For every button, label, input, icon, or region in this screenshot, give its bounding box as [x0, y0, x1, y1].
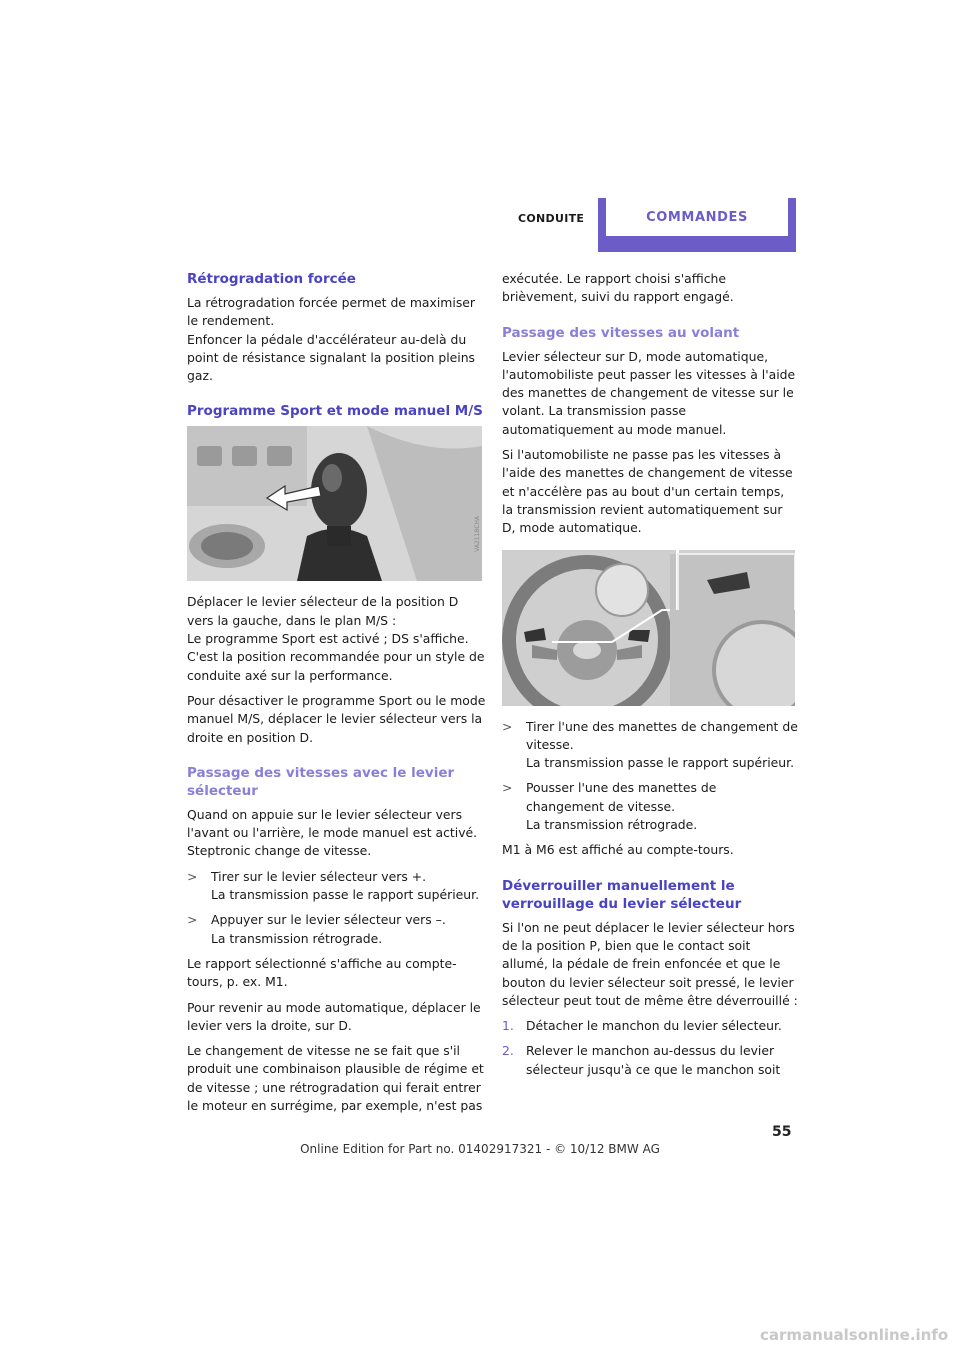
bullet-text: Pousser l'une des manettes de changement de vitesse.: [526, 780, 717, 814]
paragraph: Le programme Sport est activé ; DS s'affiche.: [187, 631, 469, 647]
list-item: [502, 1017, 798, 1035]
paragraph: Le rapport sélectionné s'affiche au compte-tours, p. ex. M1.: [187, 955, 457, 990]
bullet-mark: >: [187, 868, 198, 884]
list-item: [187, 911, 487, 948]
bullet-result: La transmission rétrograde.: [211, 930, 383, 946]
paragraph: La rétrogradation forcée permet de maximiser le rendement.: [187, 295, 475, 329]
right-column: [502, 270, 798, 1086]
paragraph: Enfoncer la pédale d'accélérateur au-delà du point de résistance signalant la position pleins gaz.: [187, 331, 476, 384]
chapter-label: COMMANDES: [606, 198, 788, 236]
step-number: 2.: [502, 1043, 514, 1059]
chapter-tab: [598, 198, 796, 252]
paragraph: Si l'automobiliste ne passe pas les vitesses à l'aide des manettes de changement de vitesse et n'accélère pas au bout d'un certain temps, la transmission revient automatiquement sur D, mode automatique.: [502, 447, 793, 536]
bullet-result: La transmission passe le rapport supérieur.: [526, 755, 795, 771]
watermark: carmanualsonline.info: [760, 1326, 949, 1344]
paragraph: M1 à M6 est affiché au compte-tours.: [502, 842, 734, 858]
gear-lever-figure: [187, 426, 482, 581]
bullet-result: La transmission rétrograde.: [526, 817, 698, 833]
page-number: 55: [772, 1124, 792, 1140]
heading-retrogradation: Rétrogradation forcée: [187, 271, 356, 287]
paragraph: Levier sélecteur sur D, mode automatique, l'automobiliste peut passer les vitesses à l'aide des manettes de changement de vitesse sur le volant. La transmission passe automatiquement au mode manuel.: [502, 348, 796, 437]
steering-wheel-illustration: [502, 550, 795, 706]
step-number: 1.: [502, 1018, 514, 1034]
paragraph: Déplacer le levier sélecteur de la position D vers la gauche, dans le plan M/S :: [187, 594, 459, 628]
paragraph: Pour désactiver le programme Sport ou le mode manuel M/S, déplacer le levier sélecteur vers la droite en position D.: [187, 692, 486, 745]
figure-code: VA2118CHA: [474, 516, 481, 553]
steering-paddles-figure: [502, 550, 795, 706]
paragraph: C'est la position recommandée pour un style de conduite axé sur la performance.: [187, 649, 485, 683]
paragraph: exécutée. Le rapport choisi s'affiche brièvement, suivi du rapport engagé.: [502, 271, 734, 305]
bullet-mark: >: [502, 718, 513, 734]
footer-edition: Online Edition for Part no. 01402917321 - © 10/12 BMW AG: [300, 1142, 660, 1156]
bullet-mark: >: [502, 780, 513, 796]
paragraph: Le changement de vitesse ne se fait que s'il produit une combinaison plausible de régime et de vitesse ; une rétrogradation qui ferait entrer le moteur en surrégime, par exemple, n'est pas: [187, 1043, 484, 1114]
bullet-text: Appuyer sur le levier sélecteur vers –.: [211, 912, 446, 928]
paragraph: Quand on appuie sur le levier sélecteur vers l'avant ou l'arrière, le mode manuel est activé. Steptronic change de vitesse.: [187, 806, 478, 859]
bullet-mark: >: [187, 912, 198, 928]
bullet-text: Tirer l'une des manettes de changement de vitesse.: [526, 718, 798, 752]
list-item: [187, 868, 487, 905]
step-text: Détacher le manchon du levier sélecteur.: [526, 1018, 782, 1034]
list-item: [502, 1042, 798, 1079]
heading-unlock-lever: Déverrouiller manuellement le verrouillage du levier sélecteur: [502, 877, 742, 912]
bullet-result: La transmission passe le rapport supérieur.: [211, 887, 480, 903]
bullet-text: Tirer sur le levier sélecteur vers +.: [211, 868, 427, 884]
heading-sport-mode: Programme Sport et mode manuel M/S: [187, 403, 483, 420]
section-label: CONDUITE: [518, 212, 585, 225]
left-column: [187, 270, 487, 1122]
list-item: [502, 718, 798, 773]
heading-steering-shifting: Passage des vitesses au volant: [502, 324, 740, 341]
step-text: Relever le manchon au-dessus du levier sélecteur jusqu'à ce que le manchon soit: [526, 1043, 781, 1077]
paragraph: Si l'on ne peut déplacer le levier sélecteur hors de la position P, bien que le contact soit allumé, la pédale de frein enfoncée et que le bouton du levier sélecteur soit pressé, le levier sélecteur peut tout de même être déverrouillé :: [502, 919, 798, 1008]
list-item: [502, 779, 798, 834]
paragraph: Pour revenir au mode automatique, déplacer le levier vers la droite, sur D.: [187, 999, 481, 1033]
heading-lever-shifting: Passage des vitesses avec le levier sélecteur: [187, 764, 455, 799]
gear-lever-illustration: [187, 426, 482, 581]
